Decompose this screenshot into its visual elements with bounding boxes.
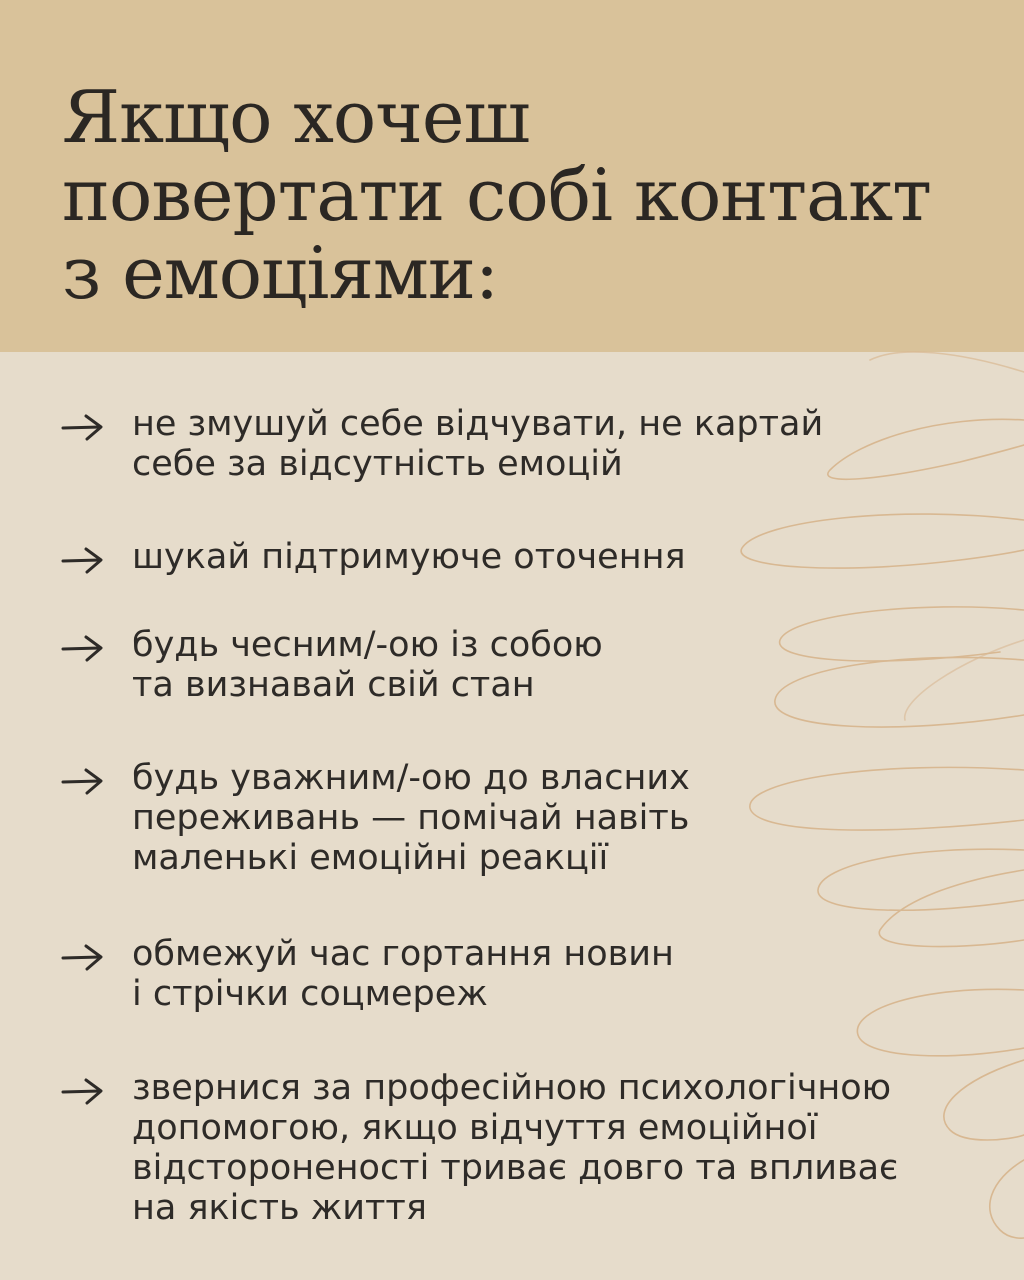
list-item-text <box>132 758 952 878</box>
text-line: переживань — помічай навіть <box>132 798 690 838</box>
arrow-right-icon <box>60 633 106 663</box>
page-title <box>62 75 982 315</box>
text-line: і стрічки соцмереж <box>132 974 488 1014</box>
header-banner <box>0 0 1024 352</box>
arrow-right-icon <box>60 1076 106 1106</box>
text-line: будь чесним/-ою із собою <box>132 625 603 665</box>
text-line: шукай підтримуюче оточення <box>132 537 686 577</box>
text-line: обмежуй час гортання новин <box>132 934 674 974</box>
list-item-text <box>132 934 952 1014</box>
list-item-text <box>132 537 952 577</box>
text-line: себе за відсутність емоцій <box>132 444 623 484</box>
text-line: та визнавай свій стан <box>132 665 535 705</box>
arrow-right-icon <box>60 942 106 972</box>
text-line: на якість життя <box>132 1188 427 1228</box>
title-line: Якщо хочеш <box>62 75 530 159</box>
title-line: з емоціями: <box>62 231 499 315</box>
arrow-right-icon <box>60 412 106 442</box>
text-line: відстороненості триває довго та впливає <box>132 1148 899 1188</box>
text-line: звернися за професійною психологічною <box>132 1068 892 1108</box>
arrow-right-icon <box>60 766 106 796</box>
text-line: будь уважним/-ою до власних <box>132 758 690 798</box>
text-line: допомогою, якщо відчуття емоційної <box>132 1108 818 1148</box>
list-item-text <box>132 625 952 705</box>
list-item-text <box>132 1068 952 1228</box>
text-line: не змушуй себе відчувати, не картай <box>132 404 824 444</box>
title-line: повертати собі контакт <box>62 153 931 237</box>
list-item-text <box>132 404 952 484</box>
arrow-right-icon <box>60 545 106 575</box>
text-line: маленькі емоційні реакції <box>132 838 609 878</box>
